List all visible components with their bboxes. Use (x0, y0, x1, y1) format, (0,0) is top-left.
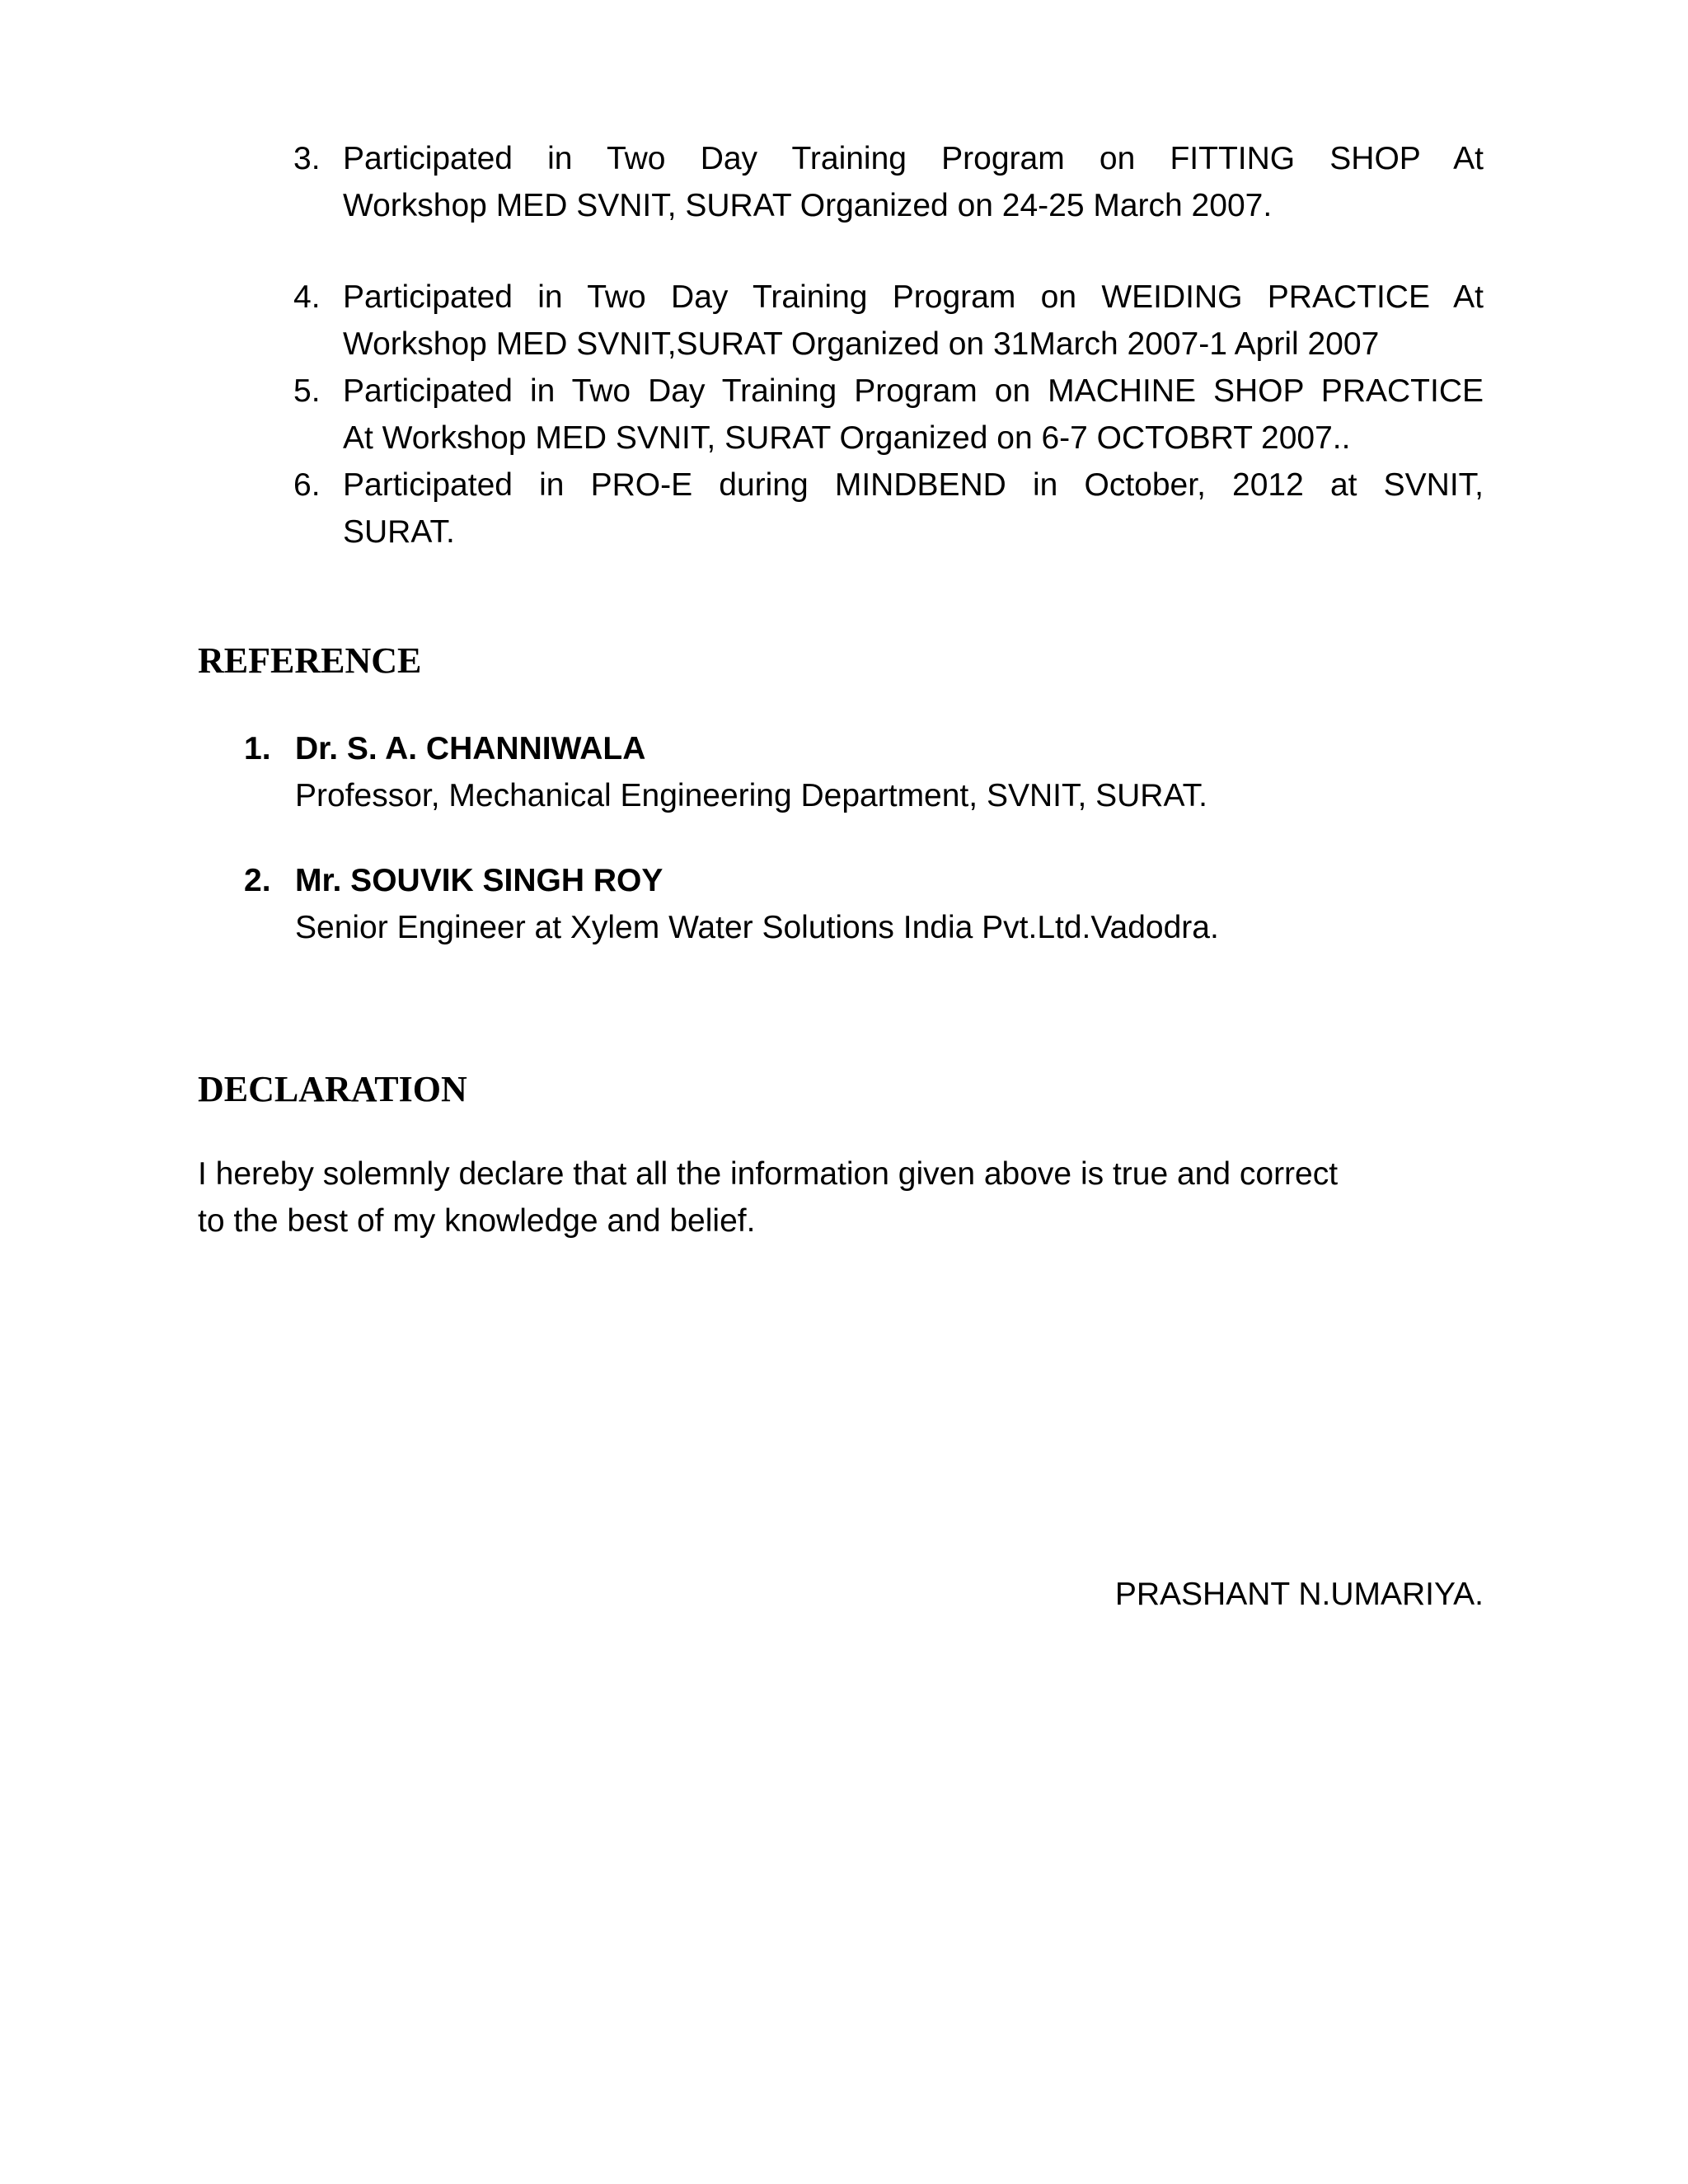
declaration-text (198, 1151, 1484, 1244)
training-item-text-line2: SURAT. (343, 514, 455, 550)
reference-description: Professor, Mechanical Engineering Department, SVNIT, SURAT. (295, 778, 1207, 813)
training-item-text-line2: At Workshop MED SVNIT, SURAT Organized on 6-7 OCTOBRT 2007.. (343, 420, 1351, 456)
training-item-text-line2: Workshop MED SVNIT,SURAT Organized on 31March 2007-1 April 2007 (343, 326, 1380, 362)
declaration-line2: to the best of my knowledge and belief. (198, 1203, 756, 1239)
training-item-text-line1: Participated in PRO-E during MINDBEND in October, 2012 at SVNIT, (343, 467, 1484, 503)
training-item-text-line1: Participated in Two Day Training Program on FITTING SHOP At (343, 141, 1484, 176)
training-item-text-line2: Workshop MED SVNIT, SURAT Organized on 24-25 March 2007. (343, 188, 1273, 223)
training-item-4 (293, 274, 1484, 368)
reference-heading: REFERENCE (198, 640, 422, 681)
declaration-heading: DECLARATION (198, 1069, 467, 1109)
training-item-3 (293, 135, 1484, 229)
training-item-text-line1: Participated in Two Day Training Program on WEIDING PRACTICE At (343, 279, 1484, 315)
training-item-5 (293, 368, 1484, 462)
training-item-number: 6. (293, 467, 321, 503)
training-item-number: 5. (293, 373, 321, 409)
reference-item-number: 1. (244, 731, 271, 766)
training-item-number: 3. (293, 141, 321, 176)
reference-item-1 (244, 725, 1480, 819)
reference-name: Dr. S. A. CHANNIWALA (295, 731, 646, 766)
signature-name: PRASHANT N.UMARIYA. (1114, 1577, 1484, 1612)
training-item-number: 4. (293, 279, 321, 315)
reference-name: Mr. SOUVIK SINGH ROY (295, 863, 663, 898)
training-item-text-line1: Participated in Two Day Training Program on MACHINE SHOP PRACTICE (343, 373, 1484, 409)
reference-item-number: 2. (244, 863, 271, 898)
training-item-6 (293, 462, 1484, 555)
reference-item-2 (244, 857, 1480, 951)
declaration-line1: I hereby solemnly declare that all the information given above is true and correct (198, 1156, 1339, 1192)
reference-description: Senior Engineer at Xylem Water Solutions India Pvt.Ltd.Vadodra. (295, 910, 1219, 945)
